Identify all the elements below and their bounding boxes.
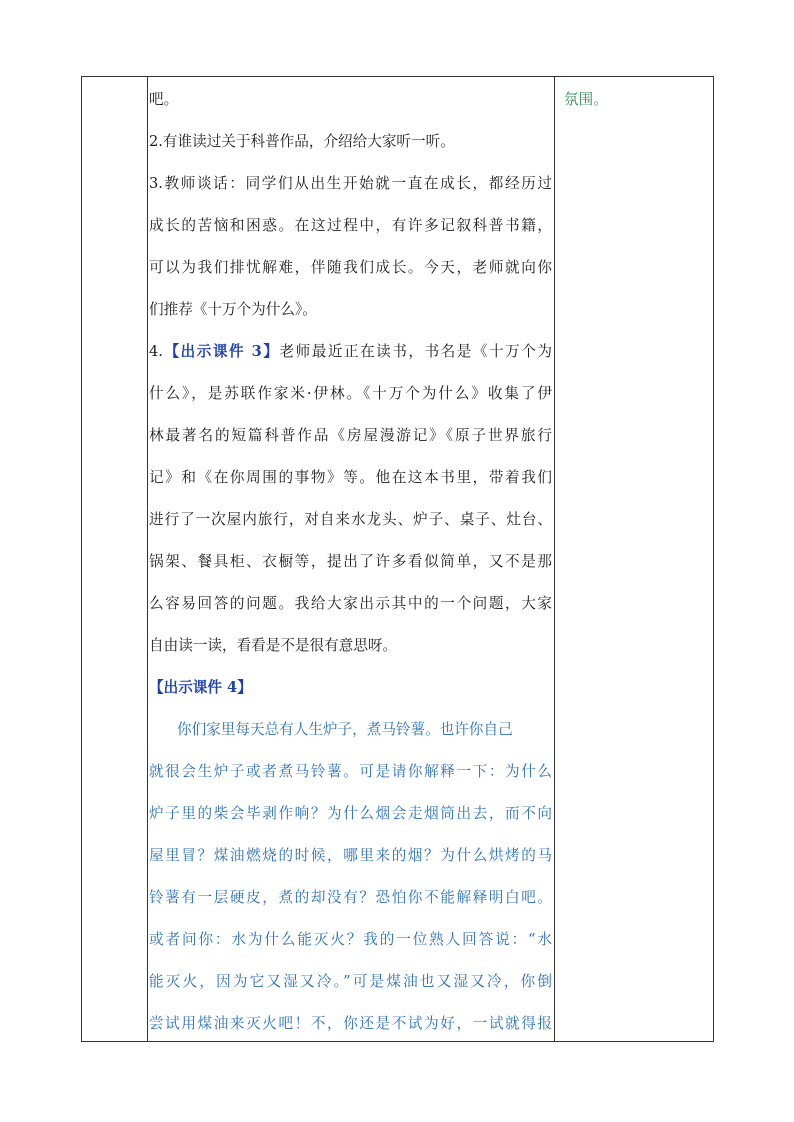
quote-line: 能灭火，因为它又湿又冷。”可是煤油也又湿又冷，你倒 xyxy=(149,973,552,990)
lesson-table xyxy=(81,76,714,1042)
text-line: 吧。 xyxy=(149,91,179,108)
text-line: 进行了一次屋内旅行，对自来水龙头、炉子、桌子、灶台、 xyxy=(149,511,552,528)
quote-line: 屋里冒？煤油燃烧的时候，哪里来的烟？为什么烘烤的马 xyxy=(149,847,552,864)
column-divider-left xyxy=(147,77,148,1041)
text-line: 自由读一读，看看是不是很有意思呀。 xyxy=(149,637,398,654)
quote-line: 尝试用煤油来灭火吧！不，你还是不试为好，一试就得报 xyxy=(149,1015,552,1032)
text-line: 3.教师谈话：同学们从出生开始就一直在成长，都经历过 xyxy=(149,175,552,192)
text-line: 成长的苦恼和困惑。在这过程中，有许多记叙科普书籍， xyxy=(149,217,552,234)
text-line: 么容易回答的问题。我给大家出示其中的一个问题，大家 xyxy=(149,595,552,612)
quote-line: 铃薯有一层硬皮，煮的却没有？恐怕你不能解释明白吧。 xyxy=(149,889,552,906)
text-line: 锅架、餐具柜、衣橱等，提出了许多看似简单，又不是那 xyxy=(149,553,552,570)
item-number: 4. xyxy=(149,343,163,360)
text-span: 老师最近正在读书，书名是《十万个为 xyxy=(279,343,552,360)
column-divider-right xyxy=(554,77,555,1041)
text-line: 记》和《在你周围的事物》等。他在这本书里，带着我们 xyxy=(149,469,552,486)
quote-line: 炉子里的柴会毕剥作响？为什么烟会走烟筒出去，而不向 xyxy=(149,805,552,822)
courseware-tag: 【出示课件 3】 xyxy=(162,343,280,360)
quote-line: 或者问你：水为什么能灭火？我的一位熟人回答说：“水 xyxy=(149,931,552,948)
text-line xyxy=(149,342,552,362)
quote-line: 你们家里每天总有人生炉子，煮马铃薯。也许你自己 xyxy=(177,721,513,738)
quote-line: 就很会生炉子或者煮马铃薯。可是请你解释一下：为什么 xyxy=(149,763,552,780)
text-line: 林最著名的短篇科普作品《房屋漫游记》《原子世界旅行 xyxy=(149,427,552,444)
design-note-text: 氛围。 xyxy=(564,91,608,108)
text-line: 2.有谁读过关于科普作品，介绍给大家听一听。 xyxy=(149,133,455,150)
courseware-tag-heading: 【出示课件 4】 xyxy=(149,679,252,696)
text-line: 们推荐《十万个为什么》。 xyxy=(149,301,317,318)
text-line: 什么》，是苏联作家米·伊林。《十万个为什么》收集了伊 xyxy=(149,385,552,402)
text-line: 可以为我们排忧解难，伴随我们成长。今天，老师就向你 xyxy=(149,259,552,276)
